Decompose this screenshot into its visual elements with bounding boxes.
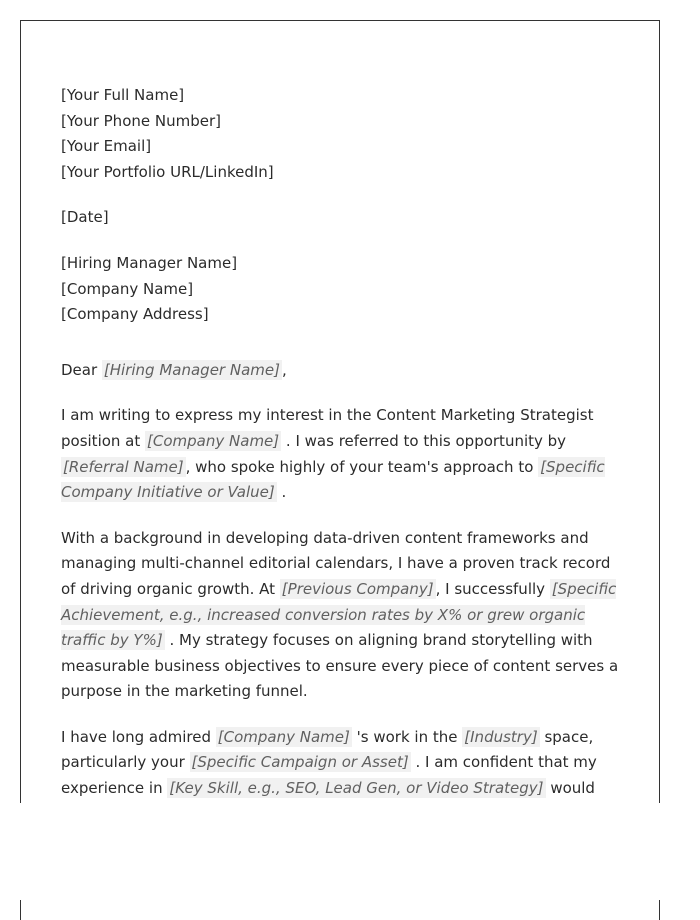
- placeholder-hiring-manager: [Hiring Manager Name]: [103, 360, 280, 379]
- placeholder-industry: [Industry]: [464, 727, 538, 746]
- salutation-suffix: ,: [281, 360, 287, 379]
- p3-text-4: . I am confident that my experience in: [61, 753, 597, 798]
- letter-date: [Date]: [61, 208, 109, 227]
- sender-portfolio: [Your Portfolio URL/LinkedIn]: [61, 162, 274, 181]
- recipient-block: [61, 251, 623, 328]
- sender-email: [Your Email]: [61, 137, 152, 156]
- page-cutoff-area: [0, 803, 700, 900]
- placeholder-company-name: [Company Name]: [217, 727, 350, 746]
- placeholder-specific-achievement: [Specific Achievement, e.g., increased conversion rates by X% or grew organic traffic by Y%]: [61, 579, 617, 650]
- sender-name: [Your Full Name]: [61, 86, 185, 104]
- placeholder-key-skill: [Key Skill, e.g., SEO, Lead Gen, or Video Strategy]: [169, 779, 544, 798]
- p1-text-3: , who spoke highly of your team's approach to: [185, 457, 534, 476]
- p3-text-3: space, particularly your: [61, 727, 594, 772]
- placeholder-referral-name: [Referral Name]: [63, 457, 184, 476]
- p1-text-1: I am writing to express my interest in the Content Marketing Strategist position at: [61, 406, 594, 450]
- sender-block: [61, 83, 623, 185]
- placeholder-company-name: [Company Name]: [147, 431, 280, 450]
- salutation-prefix: Dear: [61, 360, 98, 379]
- p1-text-2: . I was referred to this opportunity by: [285, 431, 567, 450]
- p3-text-1: I have long admired: [61, 727, 211, 746]
- salutation: [61, 358, 623, 384]
- recipient-manager: [Hiring Manager Name]: [61, 253, 238, 272]
- sender-phone: [Your Phone Number]: [61, 111, 221, 130]
- document-page: [20, 20, 660, 920]
- letter-body: [61, 83, 623, 847]
- placeholder-campaign-asset: [Specific Campaign or Asset]: [191, 753, 409, 772]
- paragraph-2: [61, 526, 623, 705]
- date-block: [61, 205, 623, 231]
- p3-text-2: 's work in the: [356, 727, 458, 746]
- recipient-address: [Company Address]: [61, 305, 209, 324]
- p1-text-4: .: [281, 483, 287, 502]
- placeholder-previous-company: [Previous Company]: [281, 579, 434, 598]
- recipient-company: [Company Name]: [61, 279, 194, 298]
- p3-text-5: would: [550, 779, 595, 798]
- p2-text-3: . My strategy focuses on aligning brand storytelling with measurable business objectives to ensure every piece of content serves a purpose in the marketing funnel.: [61, 631, 619, 701]
- paragraph-1: [61, 403, 623, 505]
- p2-text-2: , I successfully: [435, 579, 546, 598]
- placeholder-company-initiative: [Specific Company Initiative or Value]: [61, 457, 605, 502]
- p2-text-1: With a background in developing data-driven content frameworks and managing multi-channel editorial calendars, I have a proven track record of driving organic growth. At: [61, 528, 611, 598]
